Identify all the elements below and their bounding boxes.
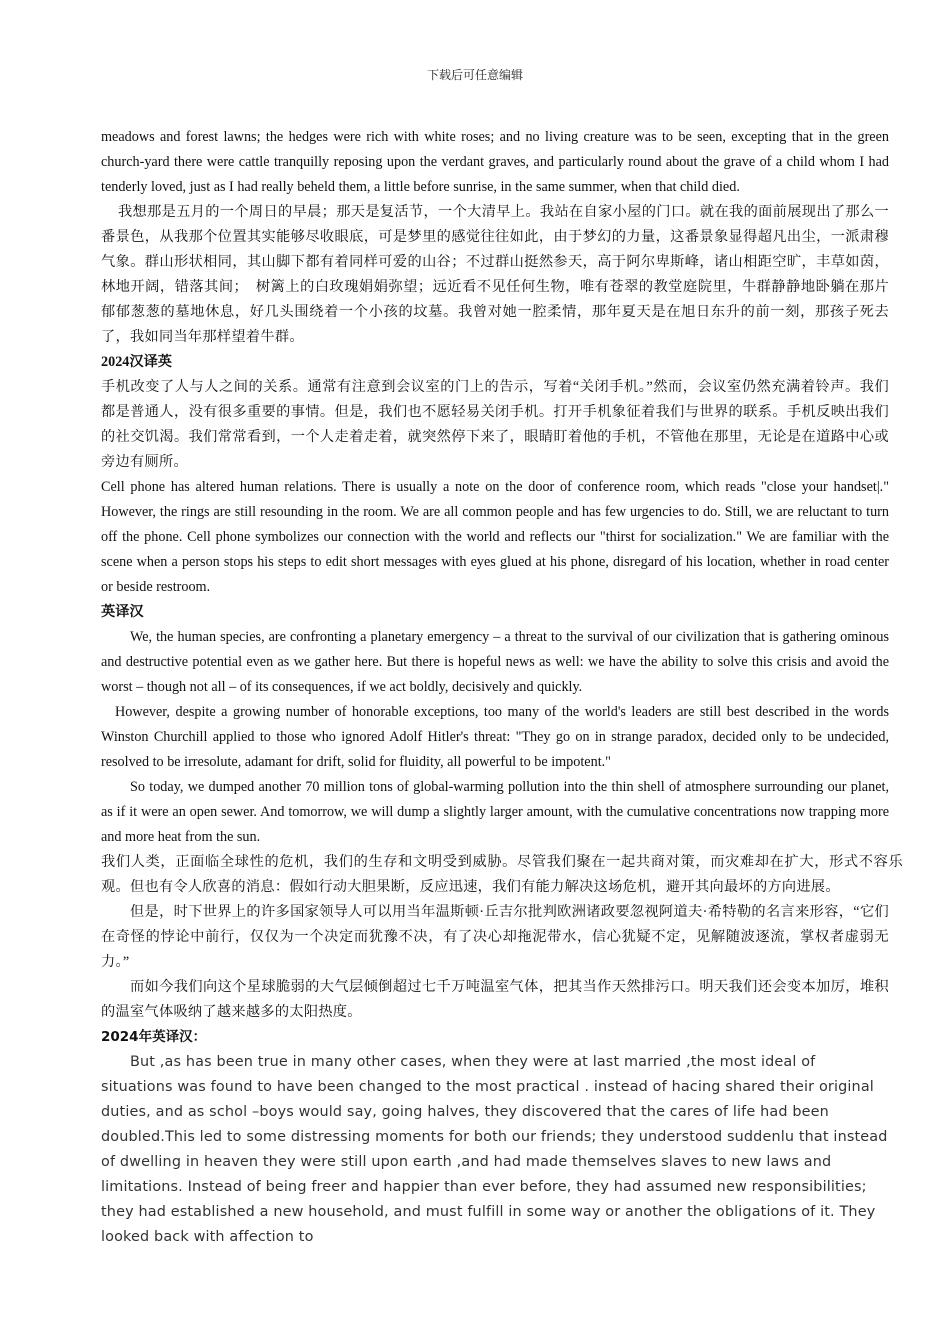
- paragraph-gore-chinese-2: 但是，时下世界上的许多国家领导人可以用当年温斯顿·丘吉尔批判欧洲诸政要忽视阿道夫·希特勒的名言来形容，“它们在奇怪的悖论中前行，仅仅为一个决定而犹豫不决，有了决心却拖泥带水，信心犹疑不定，见解随波逐流，掌权者虚弱无力。”: [101, 904, 889, 970]
- paragraph-phone-chinese: 手机改变了人与人之间的关系。通常有注意到会议室的门上的告示，写着“关闭手机。”然而，会议室仍然充满着铃声。我们都是普通人，没有很多重要的事情。但是，我们也不愿轻易关闭手机。打开手机象征着我们与世界的联系。手机反映出我们的社交饥渴。我们常常看到，一个人走着走着，就突然停下来了，眼睛盯着他的手机，不管他在那里，无论是在道路中心或旁边有厕所。: [101, 379, 889, 470]
- heading-2024-chinese-to-english: 2024汉译英: [101, 354, 172, 370]
- paragraph-meadows: meadows and forest lawns; the hedges were rich with white roses; and no living creature was to be seen, excepting that in the green church-yard there were cattle tranquilly reposing upon the verdant graves, and particularly round about the grave of a child whom I had tenderly loved, just as I had really beheld them, a little before sunrise, in the same summer, when that child died.: [101, 129, 889, 195]
- paragraph-married: But ,as has been true in many other cases, when they were at last married ,the most ideal of situations was found to have been changed to the most practical . instead of hacing shared their original duties, and as schol –boys would say, going halves, they discovered that the cares of life had been doubled.This led to some distressing moments for both our friends; they understood suddenlu that instead of dwelling in heaven they were still upon earth ,and had made themselves slaves to new laws and limitations. Instead of being freer and happier than ever before, they had assumed new responsibilities; they had established a new household, and must fulfill in some way or another the obligations of it. They looked back with affection to: [101, 1054, 888, 1245]
- heading-english-to-chinese: 英译汉: [101, 604, 144, 620]
- paragraph-gore-2: However, despite a growing number of honorable exceptions, too many of the world's leaders are still best described in the words Winston Churchill applied to those who ignored Adolf Hitler's threat: "They go on in strange paradox, decided only to be undecided, resolved to be irresolute, adamant for drift, solid for fluidity, all powerful to be impotent.": [101, 704, 889, 770]
- heading-2024-english-to-chinese: 2024年英译汉：: [101, 1029, 207, 1045]
- page-header: 下载后可任意编辑: [426, 68, 523, 82]
- document-body: [101, 125, 903, 1250]
- paragraph-phone-english: Cell phone has altered human relations. There is usually a note on the door of conference room, which reads "close your handset|." However, the rings are still resounding in the room. We are all common people and has few urgencies to do. Still, we are reluctant to turn off the phone. Cell phone symbolizes our connection with the world and reflects our "thirst for socialization." We are familiar with the scene when a person stops his steps to edit short messages with eyes glued at his phone, disregard of his location, whether in road center or beside restroom.: [101, 479, 889, 595]
- paragraph-gore-3: So today, we dumped another 70 million tons of global-warming pollution into the thin shell of atmosphere surrounding our planet, as if it were an open sewer. And tomorrow, we will dump a slightly larger amount, with the cumulative concentrations now trapping more and more heat from the sun.: [101, 779, 889, 845]
- paragraph-gore-chinese-3: 而如今我们向这个星球脆弱的大气层倾倒超过七千万吨温室气体，把其当作天然排污口。明天我们还会变本加厉，堆积的温室气体吸纳了越来越多的太阳热度。: [101, 979, 889, 1020]
- paragraph-gore-1: We, the human species, are confronting a planetary emergency – a threat to the survival of our civilization that is gathering ominous and destructive potential even as we gather here. But there is hopeful news as well: we have the ability to solve this crisis and avoid the worst – though not all – of its consequences, if we act boldly, decisively and quickly.: [101, 629, 889, 695]
- paragraph-dream-chinese: 我想那是五月的一个周日的早晨；那天是复活节，一个大清早上。我站在自家小屋的门口。就在我的面前展现出了那么一番景色，从我那个位置其实能够尽收眼底，可是梦里的感觉往往如此，由于梦幻的力量，这番景象显得超凡出尘，一派肃穆气象。群山形状相同，其山脚下都有着同样可爱的山谷；不过群山挺然参天，高于阿尔卑斯峰，诸山相距空旷，丰草如茵，林地开阔，错落其间； 树篱上的白玫瑰娟娟弥望；远近看不见任何生物，唯有苍翠的教堂庭院里，牛群静静地卧躺在那片郁郁葱葱的墓地休息，好几头围绕着一个小孩的坟墓。我曾对她一腔柔情，那年夏天是在旭日东升的前一刻，那孩子死去了，我如同当年那样望着牛群。: [101, 204, 889, 345]
- paragraph-gore-chinese-1: 我们人类，正面临全球性的危机，我们的生存和文明受到威胁。尽管我们聚在一起共商对策，而灾难却在扩大，形式不容乐观。但也有令人欣喜的消息：假如行动大胆果断，反应迅速，我们有能力解决这场危机，避开其向最坏的方向进展。: [101, 854, 903, 895]
